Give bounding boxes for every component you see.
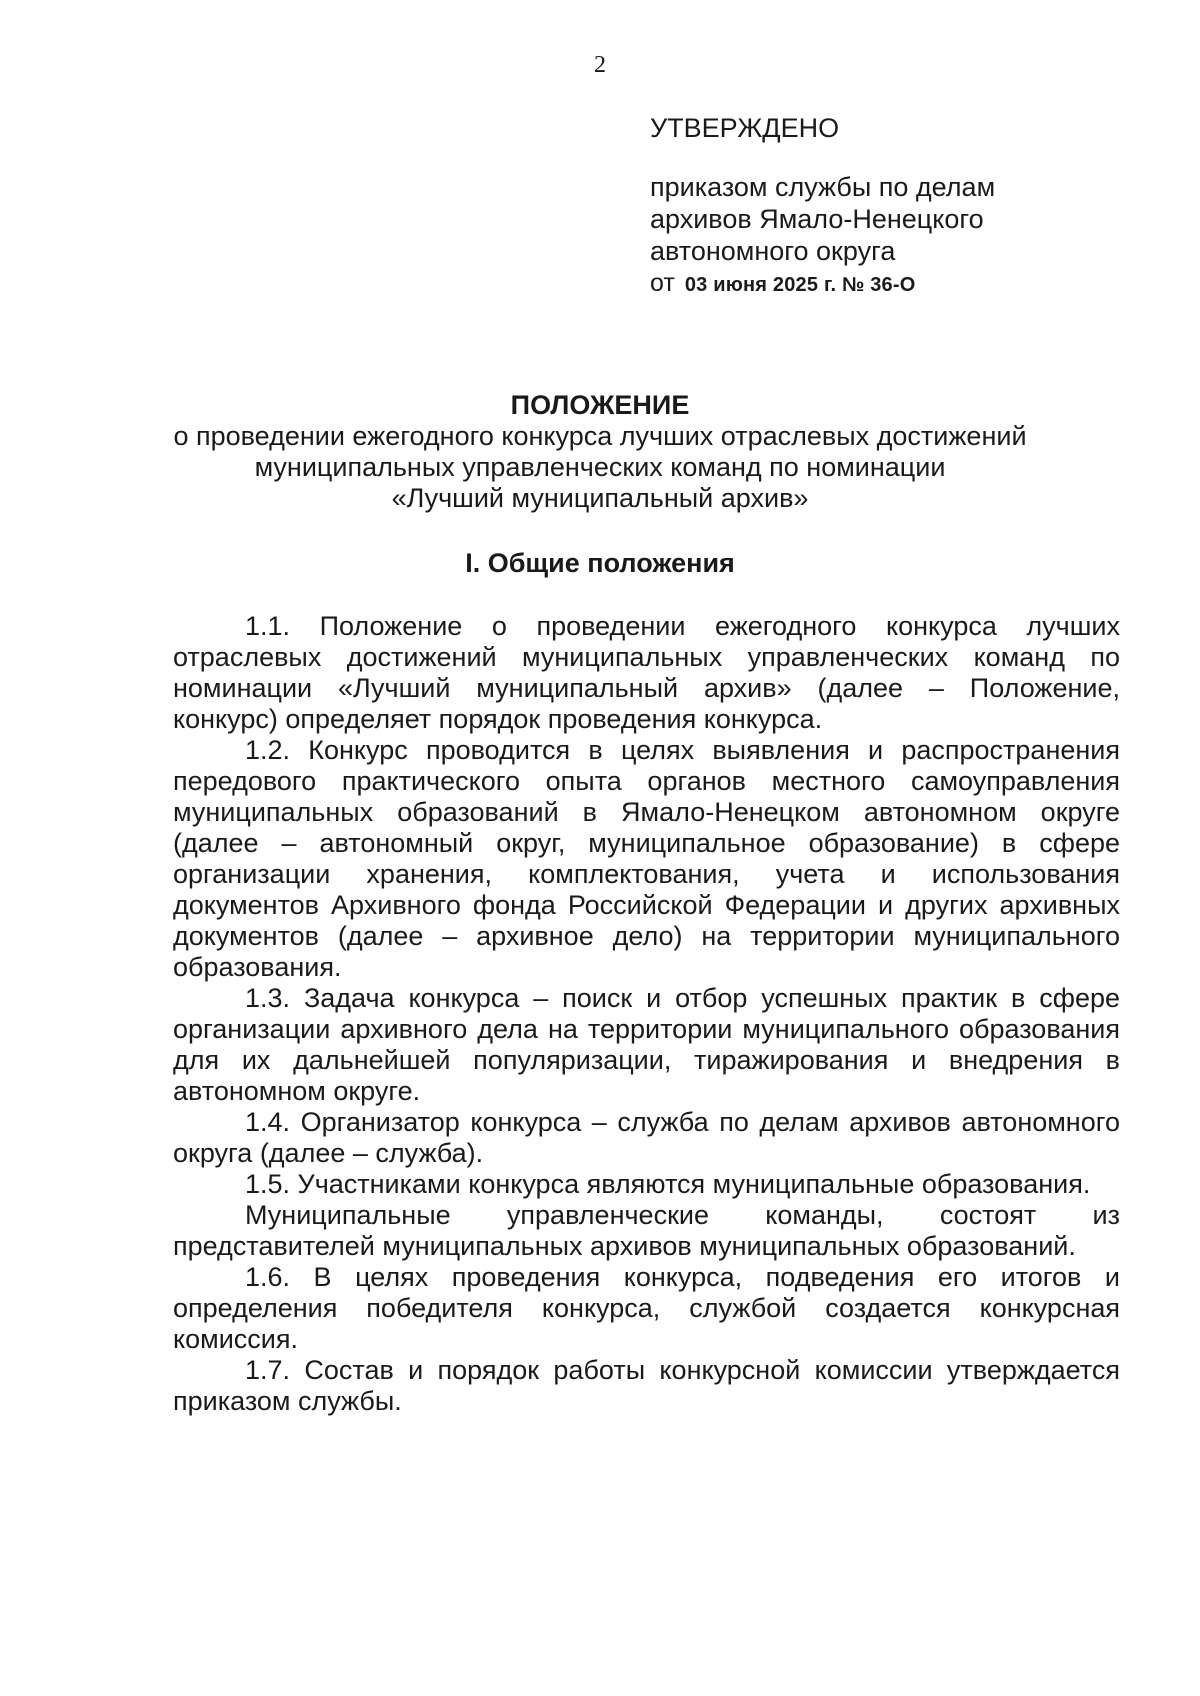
approval-line: автономного округа (650, 236, 896, 266)
document-body (173, 611, 1120, 1417)
approval-date-value: 03 июня 2025 г. № 36-О (684, 274, 916, 296)
document-subtitle-line: о проведении ежегодного конкурса лучших отраслевых достижений (173, 421, 1027, 451)
paragraph: 1.2. Конкурс проводится в целях выявления и распространения передового практического опыта органов местного самоуправления муниципальных образований в Ямало-Ненецком автономном округе (далее – автономный округ, муниципальное образование) в сфере организации хранения, комплектования, учета и использования документов Архивного фонда Российской Федерации и других архивных документов (далее – архивное дело) на территории муниципального образования. (173, 735, 1120, 982)
approval-line: архивов Ямало-Ненецкого (650, 204, 984, 234)
paragraph: Муниципальные управленческие команды, состоят из представителей муниципальных архивов муниципальных образований. (173, 1200, 1120, 1261)
section-heading: I. Общие положения (465, 548, 735, 578)
approval-heading: УТВЕРЖДЕНО (650, 113, 840, 143)
paragraph: 1.7. Состав и порядок работы конкурсной комиссии утверждается приказом службы. (173, 1355, 1120, 1416)
document-title: ПОЛОЖЕНИЕ (510, 390, 690, 420)
page-number: 2 (594, 52, 606, 78)
document-subtitle-line: «Лучший муниципальный архив» (391, 483, 809, 513)
paragraph: 1.6. В целях проведения конкурса, подведения его итогов и определения победителя конкурса, службой создается конкурсная комиссия. (173, 1262, 1120, 1354)
approval-date-prefix: от (650, 269, 675, 297)
paragraph: 1.1. Положение о проведении ежегодного конкурса лучших отраслевых достижений муниципальных управленческих команд по номинации «Лучший муниципальный архив» (далее – Положение, конкурс) определяет порядок проведения конкурса. (173, 611, 1120, 734)
paragraph: 1.5. Участниками конкурса являются муниципальные образования. (245, 1169, 1091, 1199)
approval-block (650, 112, 1130, 301)
paragraph: 1.3. Задача конкурса – поиск и отбор успешных практик в сфере организации архивного дела на территории муниципального образования для их дальнейшей популяризации, тиражирования и внедрения в автономном округе. (173, 983, 1120, 1106)
document-subtitle-line: муниципальных управленческих команд по номинации (254, 452, 946, 482)
approval-date-line (650, 266, 1130, 301)
approval-line: приказом службы по делам (650, 172, 996, 202)
document-title-block (100, 390, 1100, 514)
paragraph: 1.4. Организатор конкурса – служба по делам архивов автономного округа (далее – служба). (173, 1107, 1120, 1168)
